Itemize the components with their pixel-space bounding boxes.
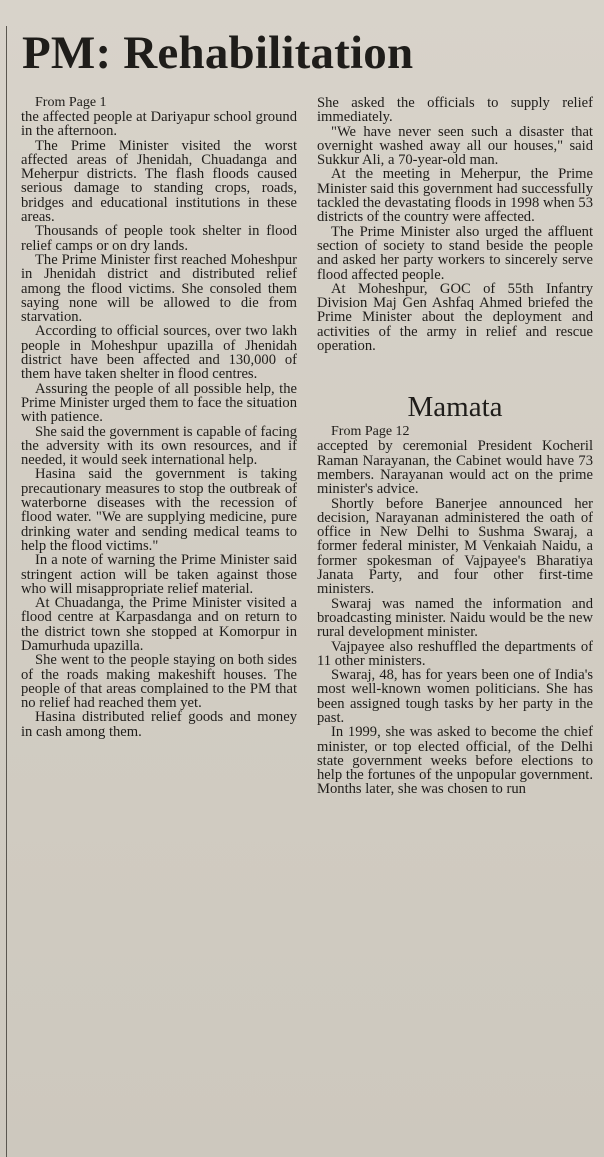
paragraph: Shortly before Banerjee announced her decision, Narayanan administered the oath of office in New Delhi to Sushma Swaraj, a former federal minister, M Venkaiah Naidu, a former spokesman of Vajpayee's Bharatiya Janata Party, and four other first-time ministers.: [317, 495, 593, 598]
paragraph: In 1999, she was asked to become the chief minister, or top elected official, of the Delhi state government weeks before elections to help the fortunes of the unpopular government. Months later, she was chosen to run: [317, 724, 593, 798]
paragraph: The Prime Minister also urged the affluent section of society to stand beside the people and asked her party workers to sincerely serve flood affected people.: [317, 223, 593, 283]
paragraph: the affected people at Dariyapur school ground in the afternoon.: [21, 109, 297, 140]
paragraph: She asked the officials to supply relief immediately.: [317, 95, 593, 126]
paragraph: Swaraj was named the information and broadcasting minister. Naidu would be the new rural development minister.: [317, 595, 593, 641]
paragraph: Thousands of people took shelter in flood relief camps or on dry lands.: [21, 223, 297, 254]
continuation-line: From Page 12: [331, 424, 410, 440]
paragraph: Swaraj, 48, has for years been one of India's most well-known women politicians. She has been assigned tough tasks by her party in the past.: [317, 667, 593, 726]
paragraph: Hasina said the government is taking precautionary measures to stop the outbreak of waterborne diseases with the recession of flood water. "We are supplying medicine, pure drinking water and sending medical teams to help the flood victims.": [21, 466, 297, 554]
paragraph: Assuring the people of all possible help, the Prime Minister urged them to face the situation with patience.: [21, 380, 297, 426]
paragraph: She went to the people staying on both sides of the roads making makeshift houses. The people of that areas complained to the PM that no relief had reached them yet.: [21, 652, 297, 712]
continuation-line: From Page 1: [35, 95, 107, 110]
paragraph: At the meeting in Meherpur, the Prime Minister said this government had successfully tackled the devastating floods in 1998 when 53 districts of the country were affected.: [317, 166, 593, 226]
right-column: [317, 96, 593, 797]
paragraph: She said the government is capable of facing the adversity with its own resources, and if needed, it would seek international help.: [21, 423, 297, 469]
paragraph: At Moheshpur, GOC of 55th Infantry Division Maj Gen Ashfaq Ahmed briefed the Prime Minister about the deployment and activities of the army in relief and rescue operation.: [317, 280, 593, 355]
paragraph: Hasina distributed relief goods and money in cash among them.: [21, 709, 297, 740]
paragraph: The Prime Minister first reached Moheshpur in Jhenidah district and distributed relief among the flood victims. She consoled them saying none will be allowed to die from starvation.: [21, 251, 297, 326]
story-title: Mamata: [407, 391, 503, 424]
left-column: [21, 96, 297, 739]
headline: PM: Rehabilitation: [22, 27, 414, 79]
paragraph: "We have never seen such a disaster that overnight washed away all our houses," said Sukkur Ali, a 70-year-old man.: [317, 123, 593, 169]
paragraph: According to official sources, over two lakh people in Moheshpur upazilla of Jhenidah district have been affected and 130,000 of them have taken shelter in flood centres.: [21, 323, 297, 383]
paragraph: accepted by ceremonial President Kocheril Raman Narayanan, the Cabinet would have 73 members. Narayanan would act on the prime minister's advice.: [317, 438, 593, 498]
paragraph: The Prime Minister visited the worst affected areas of Jhenidah, Chuadanga and Meherpur districts. The flash floods caused serious damage to standing crops, roads, bridges and educational institutions in these areas.: [21, 137, 297, 226]
paragraph: In a note of warning the Prime Minister said stringent action will be taken against those who will misappropriate relief material.: [21, 552, 297, 597]
column-rule: [6, 26, 7, 1157]
paragraph: At Chuadanga, the Prime Minister visited a flood centre at Karpasdanga and on return to the district town she stopped at Komorpur in Damurhuda upazilla.: [21, 595, 297, 654]
paragraph: Vajpayee also reshuffled the departments of 11 other ministers.: [317, 638, 593, 669]
